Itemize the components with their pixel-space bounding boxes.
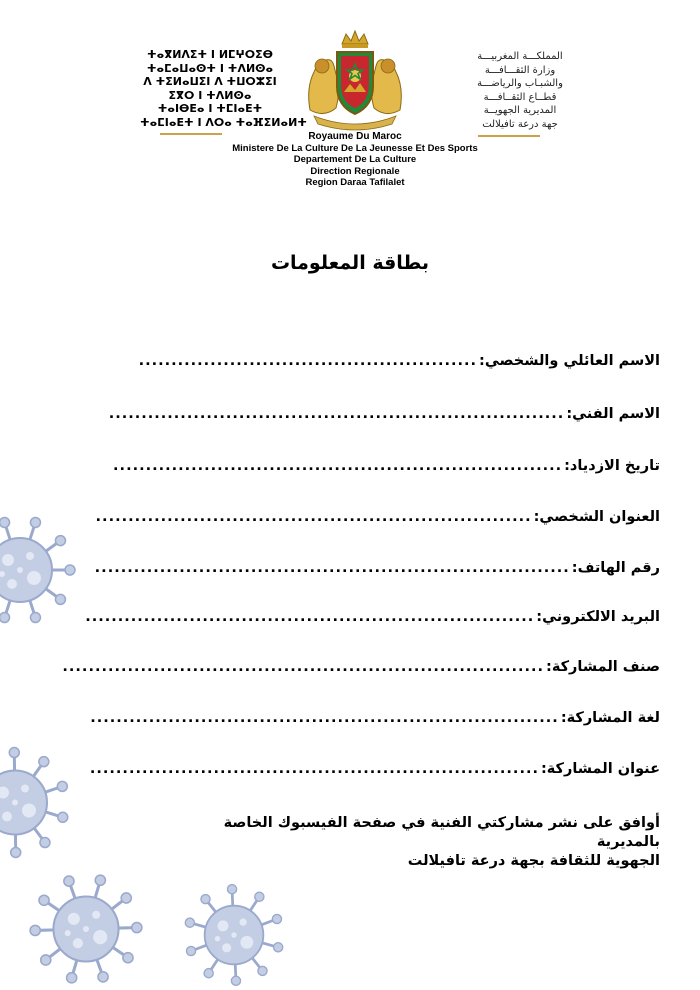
arabic-underline: [478, 135, 540, 137]
consent-statement: [160, 814, 660, 871]
form-field-participation-type[interactable]: [62, 659, 660, 683]
virus-icon: [0, 735, 75, 870]
form-field-full-name[interactable]: [138, 353, 660, 377]
coat-of-arms-icon: [300, 28, 410, 128]
french-header: [225, 131, 485, 189]
consent-line: الجهوية للثقافة بجهة درعة تافيلالت: [407, 853, 660, 869]
field-dots: .........................................................................: [94, 560, 570, 576]
field-label: عنوان المشاركة:: [540, 761, 660, 777]
french-header-line: Region Daraa Tafilalet: [305, 177, 405, 188]
field-dots: ..........................................................................: [62, 659, 545, 675]
field-label: تاريخ الازدياد:: [564, 458, 660, 474]
tifinagh-underline: [160, 133, 222, 135]
field-dots: .....................................................................: [113, 458, 563, 474]
arabic-header-line: المملكـــة المغربيـــة: [477, 51, 563, 62]
virus-icon: [172, 880, 296, 990]
field-label: صنف المشاركة:: [546, 659, 660, 675]
form-field-artistic-name[interactable]: [108, 406, 660, 430]
field-label: الاسم الفني:: [566, 406, 660, 422]
field-label: البريد الالكتروني:: [536, 609, 660, 625]
french-header-line: Ministere De La Culture De La Jeunesse Et Des Sports: [232, 142, 478, 154]
field-dots: ........................................................................: [90, 710, 559, 726]
tifinagh-line: ⵜⴰⴳⵍⴷⵉⵜ ⵏ ⵍⵎⵖⵔⵉⴱ: [146, 48, 273, 61]
tifinagh-line: ⵜⴰⵎⵏⴰⴹⵜ ⵏ ⴷⵔⴰ ⵜⴰⴼⵉⵍⴰⵍⵜ: [140, 115, 307, 129]
arabic-header-line: والشبـاب والرياضـــة: [477, 78, 563, 89]
tifinagh-line: ⵜⴰⵎⴰⵡⴰⵙⵜ ⵏ ⵜⴷⵍⵙⴰ: [146, 61, 274, 75]
arabic-header-line: قطــاع الثقــافـــة: [483, 91, 557, 103]
virus-icon: [22, 868, 150, 990]
tifinagh-header: [140, 48, 307, 129]
arabic-header-line: جهة درعة تافيلالت: [482, 118, 558, 130]
field-label: العنوان الشخصي:: [533, 509, 660, 525]
field-dots: .....................................................................: [85, 609, 535, 625]
form-field-participation-title[interactable]: [89, 761, 660, 785]
consent-line: أوافق على نشر مشاركتي الفنية في صفحة الفيسبوك الخاصة بالمديرية: [223, 815, 660, 850]
page-title: بطاقة المعلومات: [270, 252, 430, 274]
tifinagh-line: ⵉⴳⵔ ⵏ ⵜⴷⵍⵙⴰ: [168, 88, 252, 102]
field-dots: ....................................................: [138, 353, 478, 369]
form-field-participation-language[interactable]: [90, 710, 660, 734]
field-dots: ...................................................................: [95, 509, 532, 525]
virus-icon: [0, 500, 80, 640]
arabic-header: [460, 50, 580, 131]
french-header-line: Royaume Du Maroc: [308, 131, 402, 142]
form-field-email[interactable]: [85, 609, 660, 633]
form-field-phone[interactable]: [94, 560, 660, 584]
form-field-birth-date[interactable]: [113, 458, 660, 482]
field-label: لغة المشاركة:: [560, 710, 660, 726]
french-header-line: Departement De La Culture: [293, 154, 417, 165]
tifinagh-line: ⴷ ⵜⵉⵍⴰⵡⵉⵏ ⴷ ⵜⵡⵔⵣⵉⵏ: [143, 75, 277, 88]
arabic-header-line: المديرية الجهويــة: [483, 105, 557, 116]
tifinagh-line: ⵜⴰⵏⴱⴹⴰ ⵏ ⵜⵎⵏⴰⴹⵜ: [157, 102, 263, 115]
field-dots: .....................................................................: [89, 761, 539, 777]
field-label: الاسم العائلي والشخصي:: [479, 353, 660, 369]
french-header-line: Direction Regionale: [310, 165, 400, 177]
field-dots: ......................................................................: [108, 406, 565, 422]
arabic-header-line: وزارة الثقـــافـــة: [484, 64, 556, 76]
form-field-address[interactable]: [95, 509, 660, 533]
field-label: رقم الهاتف:: [571, 560, 660, 576]
